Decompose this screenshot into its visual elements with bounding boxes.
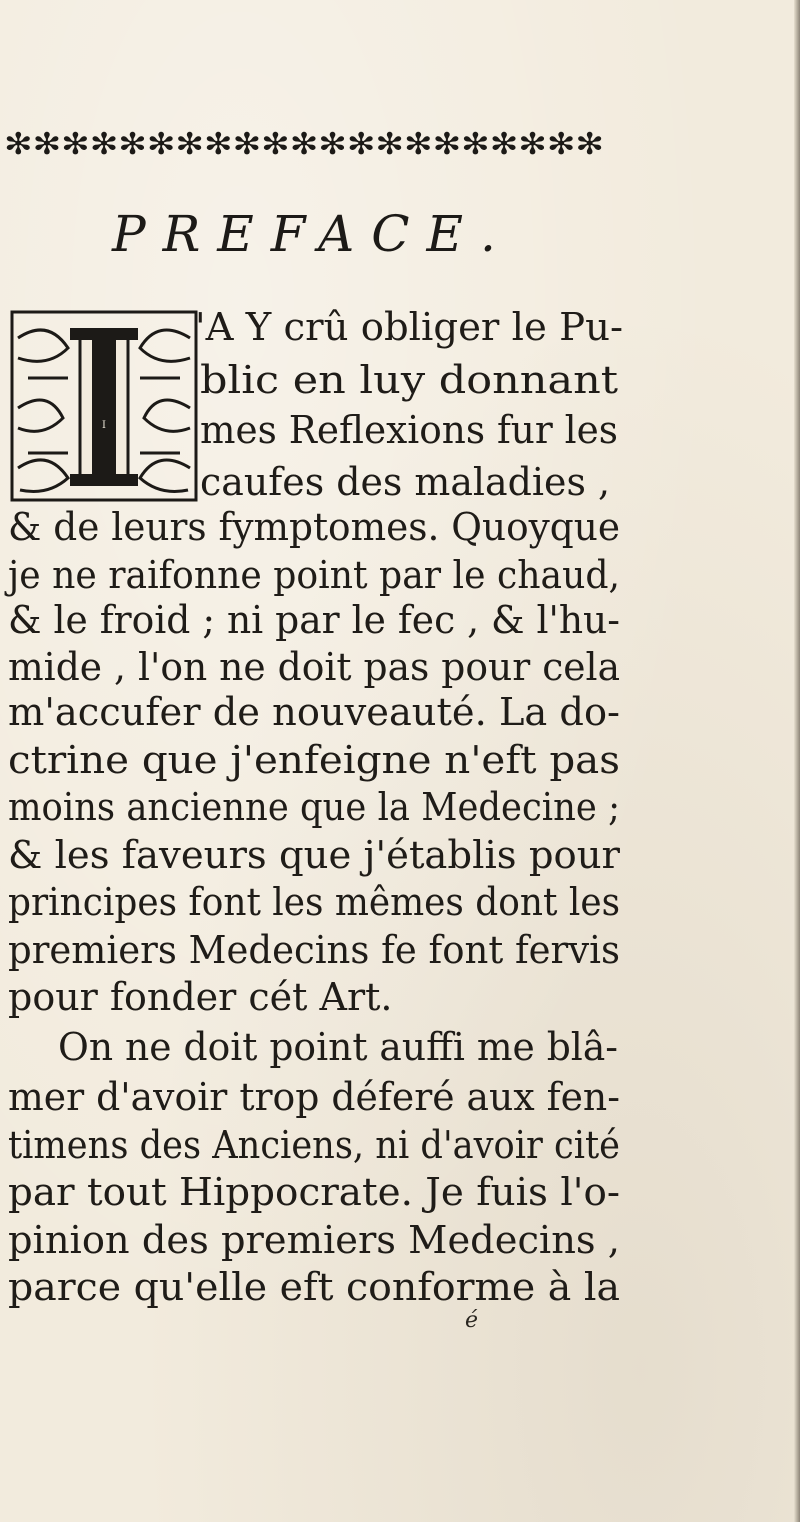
- text-line: mide , l'on ne doit pas pour cela: [8, 645, 620, 689]
- dropcap-letter: I: [102, 420, 106, 431]
- text-line: 'A Y crû obliger le Pu-: [195, 305, 623, 349]
- decorated-initial: [8, 308, 200, 504]
- text-line: ctrine que j'enfeigne n'eft pas: [8, 738, 621, 782]
- text-line: On ne doit point auffi me blâ-: [58, 1025, 618, 1069]
- text-line: moins ancienne que la Medecine ;: [8, 785, 620, 829]
- ornament-glyphs: ✻✻✻✻✻✻✻✻✻✻✻✻✻✻✻✻✻✻✻✻✻: [4, 127, 604, 162]
- page-title: PREFACE.: [112, 205, 513, 263]
- text-line: pour fonder cét Art.: [8, 975, 393, 1019]
- text-line: caufes des maladies ,: [200, 460, 610, 504]
- text-line: timens des Anciens, ni d'avoir cité: [8, 1123, 620, 1167]
- text-line: mer d'avoir trop déferé aux fen-: [8, 1075, 620, 1119]
- text-line: premiers Medecins fe font fervis: [8, 928, 620, 972]
- text-line: pinion des premiers Medecins ,: [8, 1218, 620, 1262]
- text-line: principes font les mêmes dont les: [8, 880, 620, 924]
- text-line: m'accufer de nouveauté. La do-: [8, 690, 620, 734]
- text-line: mes Reflexions fur les: [200, 408, 618, 452]
- page-edge: [794, 0, 800, 1522]
- text-line: blic en luy donnant: [200, 358, 618, 402]
- text-line: & le froid ; ni par le fec , & l'hu-: [8, 598, 620, 642]
- text-line: je ne raifonne point par le chaud,: [8, 553, 620, 597]
- text-line: par tout Hippocrate. Je fuis l'o-: [8, 1170, 620, 1214]
- text-line: & les faveurs que j'établis pour: [8, 833, 620, 877]
- text-line: & de leurs fymptomes. Quoyque: [8, 505, 620, 549]
- ornamental-border: [0, 118, 630, 164]
- folio-signature: é: [465, 1308, 479, 1333]
- text-line: parce qu'elle eft conforme à la: [8, 1265, 620, 1309]
